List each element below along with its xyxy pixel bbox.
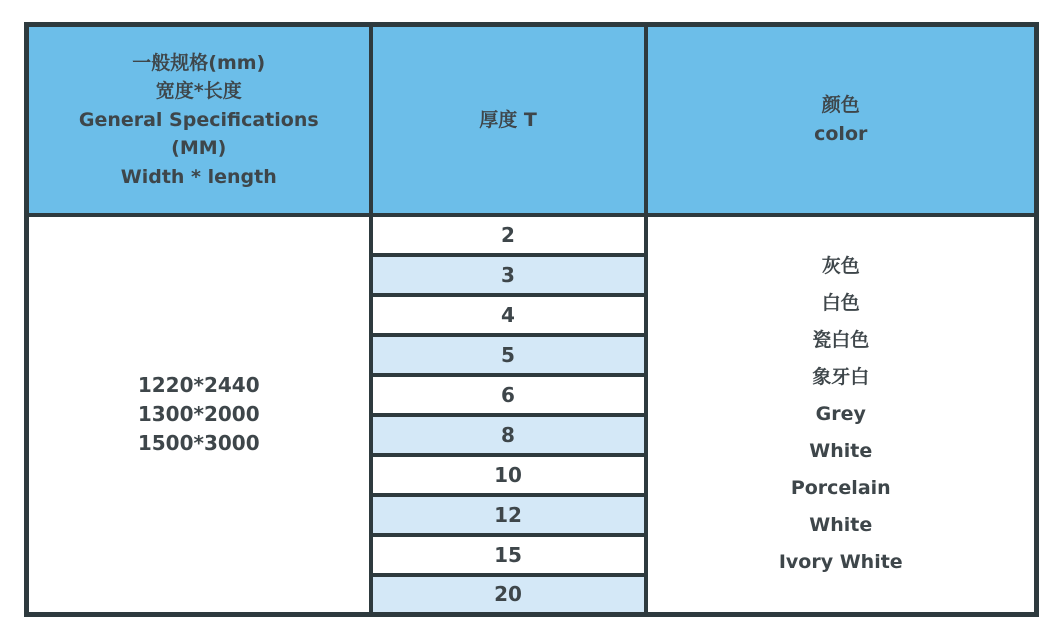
header-specifications-line: General Specifications xyxy=(78,108,319,131)
table-body xyxy=(27,215,1037,615)
thickness-row xyxy=(27,215,1037,255)
spec-table xyxy=(24,22,1039,617)
header-color xyxy=(646,25,1037,215)
thickness-value-cell: 5 xyxy=(371,335,646,375)
color-line: White xyxy=(809,513,873,536)
header-specifications xyxy=(27,25,371,215)
header-specifications-line: (MM) xyxy=(171,137,227,159)
header-specifications-line: Width * length xyxy=(120,165,277,188)
thickness-value-cell: 20 xyxy=(371,575,646,615)
thickness-value-cell: 15 xyxy=(371,535,646,575)
header-specifications-line: 一般规格(mm) xyxy=(132,51,266,74)
color-line: 象牙白 xyxy=(812,365,870,388)
specifications-cell xyxy=(27,215,371,615)
header-color-line: color xyxy=(814,122,868,145)
thickness-value-cell: 4 xyxy=(371,295,646,335)
header-specifications-line: 宽度*长度 xyxy=(155,80,242,102)
colors-cell xyxy=(646,215,1037,615)
color-line: 灰色 xyxy=(821,254,860,277)
thickness-value-cell: 6 xyxy=(371,375,646,415)
header-thickness-line: 厚度 T xyxy=(479,108,537,131)
thickness-value-cell: 8 xyxy=(371,415,646,455)
thickness-value-cell: 10 xyxy=(371,455,646,495)
thickness-value-cell: 3 xyxy=(371,255,646,295)
thickness-value-cell: 12 xyxy=(371,495,646,535)
color-line: 瓷白色 xyxy=(812,328,870,351)
specification-line: 1500*3000 xyxy=(137,430,260,455)
color-line: Porcelain xyxy=(790,476,891,499)
thickness-value-cell: 2 xyxy=(371,215,646,255)
header-row xyxy=(27,25,1037,215)
specification-line: 1300*2000 xyxy=(137,401,260,426)
header-color-line: 颜色 xyxy=(821,94,860,117)
color-line: White xyxy=(809,439,873,462)
color-line: Grey xyxy=(815,402,866,425)
color-line: 白色 xyxy=(821,291,860,314)
color-line: Ivory White xyxy=(778,550,903,573)
specification-line: 1220*2440 xyxy=(137,372,260,397)
header-thickness xyxy=(371,25,646,215)
